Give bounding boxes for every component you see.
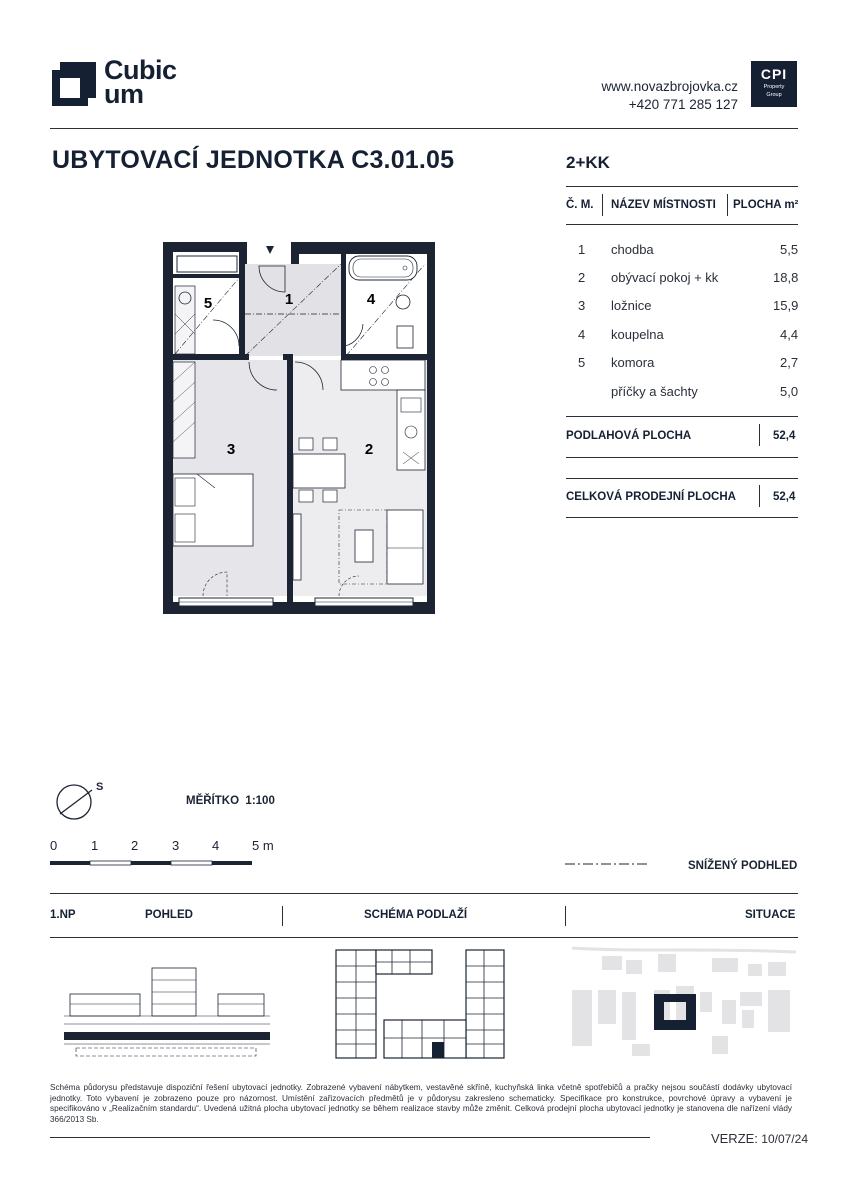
version-label: VERZE: — [710, 1131, 758, 1146]
col-header-num: Č. M. — [566, 199, 594, 211]
section-divider — [50, 893, 798, 894]
col-separator — [565, 906, 566, 926]
scale-bar — [50, 858, 254, 868]
table-cell-name: příčky a šachty — [611, 384, 698, 399]
header-divider — [50, 128, 798, 129]
col-header-area: PLOCHA m² — [733, 199, 799, 211]
table-rule — [566, 478, 798, 479]
scale-tick-0: 0 — [50, 838, 58, 853]
dash-dot-legend-icon — [565, 860, 647, 868]
table-cell-num: 2 — [578, 270, 586, 285]
lowered-ceiling-label: SNÍŽENÝ PODHLED — [688, 860, 798, 872]
table-rule — [566, 416, 798, 417]
col-separator — [602, 194, 603, 216]
partner-logo-text: CPI — [760, 66, 788, 82]
col-separator — [759, 424, 760, 446]
site-label: SITUACE — [745, 909, 796, 921]
scale-tick-1: 1 — [91, 838, 99, 853]
phone-number[interactable]: +420 771 285 127 — [628, 97, 738, 112]
col-separator — [759, 485, 760, 507]
floor-schema — [330, 946, 506, 1064]
table-header-rule — [566, 224, 798, 225]
table-cell-num: 5 — [578, 355, 586, 370]
version-date: 10/07/24 — [761, 1132, 808, 1146]
table-cell-area: 4,4 — [780, 327, 799, 342]
unit-type: 2+KK — [566, 153, 610, 172]
partner-logo-sub2: Group — [766, 92, 782, 98]
table-cell-name: obývací pokoj + kk — [611, 270, 719, 285]
table-top-rule — [566, 186, 798, 187]
page-title: UBYTOVACÍ JEDNOTKA C3.01.05 — [52, 146, 455, 174]
site-plan — [572, 946, 796, 1064]
version-block — [711, 1131, 808, 1146]
floor-plan — [163, 242, 435, 614]
table-rule — [566, 457, 798, 458]
north-letter: S — [96, 781, 104, 793]
table-cell-num: 4 — [578, 327, 586, 342]
section-divider — [50, 937, 798, 938]
room-number-3: 3 — [226, 441, 236, 458]
logo-line-1: Cubic — [104, 55, 177, 85]
partner-logo-sub1: Property — [763, 84, 785, 90]
table-cell-num: 1 — [578, 242, 586, 257]
view-label: POHLED — [145, 909, 193, 921]
footer-rule — [50, 1137, 650, 1138]
scale-value: 1:100 — [245, 795, 275, 807]
logo-mark-icon — [52, 62, 96, 106]
table-cell-area: 5,5 — [780, 242, 799, 257]
room-number-2: 2 — [364, 441, 374, 458]
partner-logo — [751, 61, 797, 107]
floor-area-value: 52,4 — [773, 430, 796, 442]
table-cell-area: 15,9 — [773, 298, 799, 313]
website-link[interactable]: www.novazbrojovka.cz — [601, 79, 738, 94]
col-header-name: NÁZEV MÍSTNOSTI — [611, 199, 716, 211]
scale-tick-4: 4 — [212, 838, 220, 853]
table-cell-area: 2,7 — [780, 355, 799, 370]
col-separator — [282, 906, 283, 926]
scale-tick-2: 2 — [131, 838, 139, 853]
total-area-value: 52,4 — [773, 491, 796, 503]
col-separator — [727, 194, 728, 216]
room-number-5: 5 — [203, 295, 213, 312]
table-cell-name: chodba — [611, 242, 654, 257]
table-cell-num: 3 — [578, 298, 586, 313]
logo-line-2: um — [104, 79, 144, 109]
table-cell-name: ložnice — [611, 298, 652, 313]
elevation-view — [64, 960, 270, 1064]
room-number-1: 1 — [284, 291, 294, 308]
table-cell-area: 5,0 — [780, 384, 799, 399]
floor-label: 1.NP — [50, 909, 76, 921]
contact-block — [601, 78, 738, 114]
table-cell-name: komora — [611, 355, 655, 370]
scale-tick-3: 3 — [172, 838, 180, 853]
disclaimer-text: Schéma půdorysu představuje dispoziční řešení ubytovací jednotky. Zobrazené vybavení nábytkem, vestavěné skříně, kuchyňská linka včetně spotřebičů a pračky nejsou součástí dodávky ubytovací jednotky. Toto vybavení je zobrazeno pouze pro názornost. Umístění zařizovacích předmětů je v půdorysu zakresleno schematicky. Specifikace pro konstrukce, povrchové úpravy a vybavení je specifikováno v „Realizačním standardu“. Uvedená užitná plocha ubytovací jednotky se během realizace stavby může změnit. Celková prodejní plocha ubytovací jednotky je stanovena dle nařízení vlády 366/2013 Sb. — [50, 1083, 792, 1124]
logo-wordmark — [104, 55, 177, 109]
table-cell-area: 18,8 — [773, 270, 799, 285]
room-number-4: 4 — [366, 291, 376, 308]
scale-label: MĚŘÍTKO — [186, 795, 240, 807]
floor-area-label: PODLAHOVÁ PLOCHA — [566, 430, 692, 442]
basement-label: SCHÉMA PODLAŽÍ — [364, 909, 468, 921]
table-rule — [566, 517, 798, 518]
scale-title — [186, 795, 275, 807]
table-cell-name: koupelna — [611, 327, 664, 342]
total-area-label: CELKOVÁ PRODEJNÍ PLOCHA — [566, 491, 736, 503]
scale-tick-5: 5 m — [252, 838, 274, 853]
